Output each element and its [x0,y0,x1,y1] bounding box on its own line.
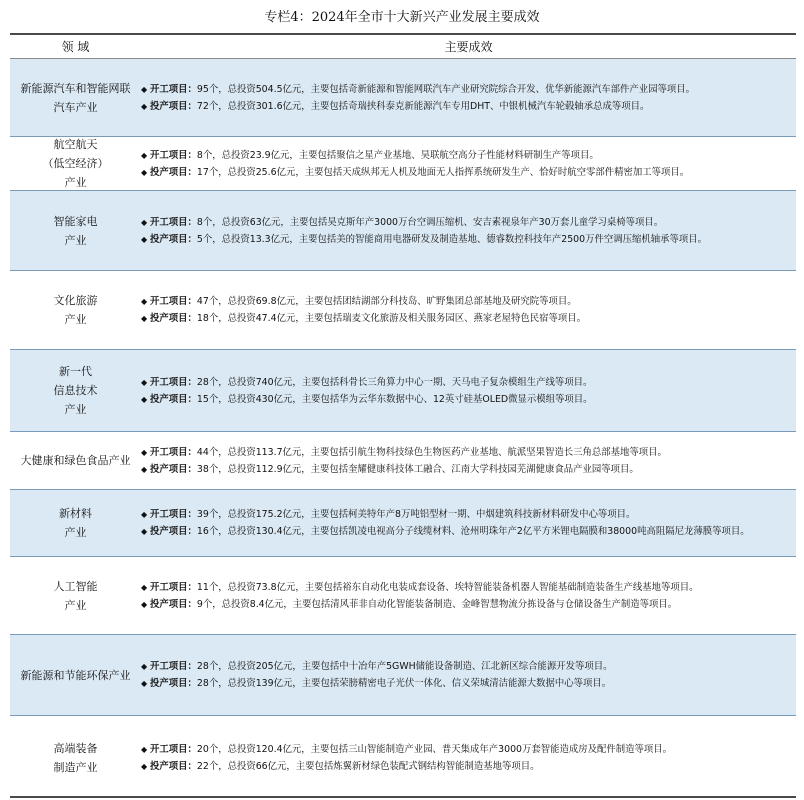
diamond-bullet-icon: ◆ [141,662,148,671]
field-name: 智能家电 产业 [53,214,98,247]
production-item [141,231,796,248]
achievement-list [141,191,796,270]
diamond-bullet-icon: ◆ [141,510,148,519]
diamond-bullet-icon: ◆ [141,314,148,323]
diamond-bullet-icon: ◆ [141,167,148,177]
production-label: 投产项目： [150,313,197,324]
production-label: 投产项目： [150,598,197,610]
start-item [141,293,796,310]
production-item [141,675,796,692]
start-text: 47个，总投资69.8亿元，主要包括团结湖部分科技岛、旷野集团总部基地及研究院等项目。 [196,296,577,307]
achievement-list [141,59,796,136]
table-row [10,59,796,136]
production-item [141,758,796,775]
production-text: 38个，总投资112.9亿元，主要包括奎耀健康科技体工融合、江南大学科技园芜湖健康食品产业园等项目。 [196,463,639,475]
diamond-bullet-icon: ◆ [141,101,148,111]
header-achievements: 主要成效 [444,40,493,54]
table-row [10,349,796,431]
production-item [141,310,796,327]
achievement-list [141,635,796,715]
start-text: 44个，总投资113.7亿元，主要包括引航生物科技绿色生物医药产业基地、航派坚果智造长三角总部基地等项目。 [196,446,667,458]
field-name: 新能源和节能环保产业 [20,668,131,682]
table-row [10,634,796,715]
production-item [141,596,796,613]
production-label: 投产项目： [150,233,197,245]
table-row [10,489,796,556]
achievement-list [141,557,796,634]
production-label: 投产项目： [150,100,197,112]
diamond-bullet-icon: ◆ [141,599,148,609]
start-item [141,374,796,391]
production-text: 5个，总投资13.3亿元，主要包括美的智能商用电器研发及制造基地、德睿数控科技年产2500万件空调压缩机轴承等项目。 [196,233,707,245]
production-text: 16个，总投资130.4亿元，主要包括凯凌电视高分子线缆材料、沧州明珠年产2亿平方米锂电隔膜和38000吨高阻隔尼龙薄膜等项目。 [196,526,750,537]
start-text: 8个，总投资63亿元，主要包括昊克斯年产3000万台空调压缩机、安吉素视泉年产30万套儿童学习桌椅等项目。 [196,216,664,228]
production-item [141,391,796,408]
production-label: 投产项目： [150,166,197,178]
production-item [141,164,796,181]
diamond-bullet-icon: ◆ [141,150,148,160]
start-label: 开工项目： [150,376,197,388]
diamond-bullet-icon: ◆ [141,217,148,227]
achievement-list [141,490,796,556]
production-label: 投产项目： [150,526,197,537]
table-row [10,715,796,800]
diamond-bullet-icon: ◆ [141,745,148,754]
achievement-list [141,350,796,431]
field-name: 新一代 信息技术 产业 [53,365,98,416]
production-item [141,461,796,478]
field-name: 新材料 产业 [59,507,92,539]
start-label: 开工项目： [150,149,197,161]
production-text: 17个，总投资25.6亿元，主要包括天成纵邦无人机及地面无人指挥系统研发生产、恰好时航空零部件精密加工等项目。 [196,166,690,178]
field-name: 大健康和绿色食品产业 [20,454,131,467]
start-label: 开工项目： [150,744,197,755]
diamond-bullet-icon: ◆ [141,447,148,457]
diamond-bullet-icon: ◆ [141,84,148,94]
achievement-list [141,716,796,800]
production-text: 9个，总投资8.4亿元，主要包括清风菲非自动化智能装备制造、金峰智慧物流分拣设备与仓储设备生产制造等项目。 [196,598,678,610]
diamond-bullet-icon: ◆ [141,679,148,688]
diamond-bullet-icon: ◆ [141,762,148,771]
start-label: 开工项目： [150,446,197,458]
start-label: 开工项目： [150,509,197,520]
production-label: 投产项目： [150,761,197,772]
diamond-bullet-icon: ◆ [141,234,148,244]
achievement-list [141,271,796,349]
field-name: 高端装备 制造产业 [53,742,98,774]
start-item [141,741,796,758]
start-label: 开工项目： [150,216,197,228]
diamond-bullet-icon: ◆ [141,464,148,474]
start-text: 39个，总投资175.2亿元，主要包括柯美特年产8万吨铝型材一期、中烟建筑科技新材料研发中心等项目。 [196,509,636,520]
start-text: 95个，总投资504.5亿元，主要包括奇新能源和智能网联汽车产业研究院综合开发、优华新能源汽车部件产业园等项目。 [196,83,696,95]
production-text: 15个，总投资430亿元，主要包括华为云华东数据中心、12英寸硅基OLED微显示模组等项目。 [196,393,593,405]
production-text: 18个，总投资47.4亿元，主要包括瑞麦文化旅游及相关服务园区、燕家老屋特色民宿等项目。 [196,313,586,324]
table-row [10,556,796,634]
start-text: 11个，总投资73.8亿元，主要包括裕东自动化电装成套设备、埃特智能装备机器人智能基础制造装备生产线基地等项目。 [196,581,699,593]
start-item [141,658,796,675]
field-name: 文化旅游 产业 [53,294,98,326]
start-text: 28个，总投资205亿元，主要包括中十冶年产5GWH储能设备制造、江北新区综合能源开发等项目。 [196,661,613,672]
achievements-table [10,33,796,798]
achievement-list [141,137,796,190]
diamond-bullet-icon: ◆ [141,527,148,536]
diamond-bullet-icon: ◆ [141,297,148,306]
start-item [141,444,796,461]
start-label: 开工项目： [150,83,197,95]
achievement-list [141,432,796,489]
field-name: 人工智能 产业 [53,579,98,612]
start-label: 开工项目： [150,296,197,307]
production-item [141,98,796,115]
start-text: 20个，总投资120.4亿元，主要包括三山智能制造产业园、普天集成年产3000万套智能造成房及配件制造等项目。 [196,744,673,755]
start-item [141,147,796,164]
start-label: 开工项目： [150,661,197,672]
table-row [10,136,796,190]
start-item [141,214,796,231]
production-label: 投产项目： [150,463,197,475]
diamond-bullet-icon: ◆ [141,377,148,387]
production-item [141,523,796,540]
start-item [141,81,796,98]
start-label: 开工项目： [150,581,197,593]
diamond-bullet-icon: ◆ [141,582,148,592]
header-field: 领 域 [61,40,90,54]
table-row [10,190,796,270]
field-name: 航空航天 （低空经济） 产业 [42,138,109,189]
table-header [10,35,796,59]
field-name: 新能源汽车和智能网联 汽车产业 [20,81,131,114]
production-label: 投产项目： [150,393,197,405]
production-text: 72个，总投资301.6亿元，主要包括奇瑞挟科泰克新能源汽车专用DHT、中银机械汽车轮毂轴承总成等项目。 [196,100,650,112]
start-text: 8个，总投资23.9亿元，主要包括聚信之星产业基地、昊联航空高分子性能材料研制生产等项目。 [196,149,599,161]
start-item [141,579,796,596]
column-title: 专栏4：2024年全市十大新兴产业发展主要成效 [264,10,540,25]
table-row [10,270,796,349]
production-text: 28个，总投资139亿元，主要包括荣膀精密电子光伏一体化、信义荣城清洁能源大数据中心等项目。 [196,678,612,689]
start-text: 28个，总投资740亿元，主要包括科骨长三角算力中心一期、天马电子复杂模组生产线等项目。 [196,376,593,388]
production-text: 22个，总投资66亿元，主要包括炼翼新材绿色装配式钢结构智能制造基地等项目。 [196,761,540,772]
diamond-bullet-icon: ◆ [141,394,148,404]
production-label: 投产项目： [150,678,197,689]
table-row [10,431,796,489]
start-item [141,506,796,523]
